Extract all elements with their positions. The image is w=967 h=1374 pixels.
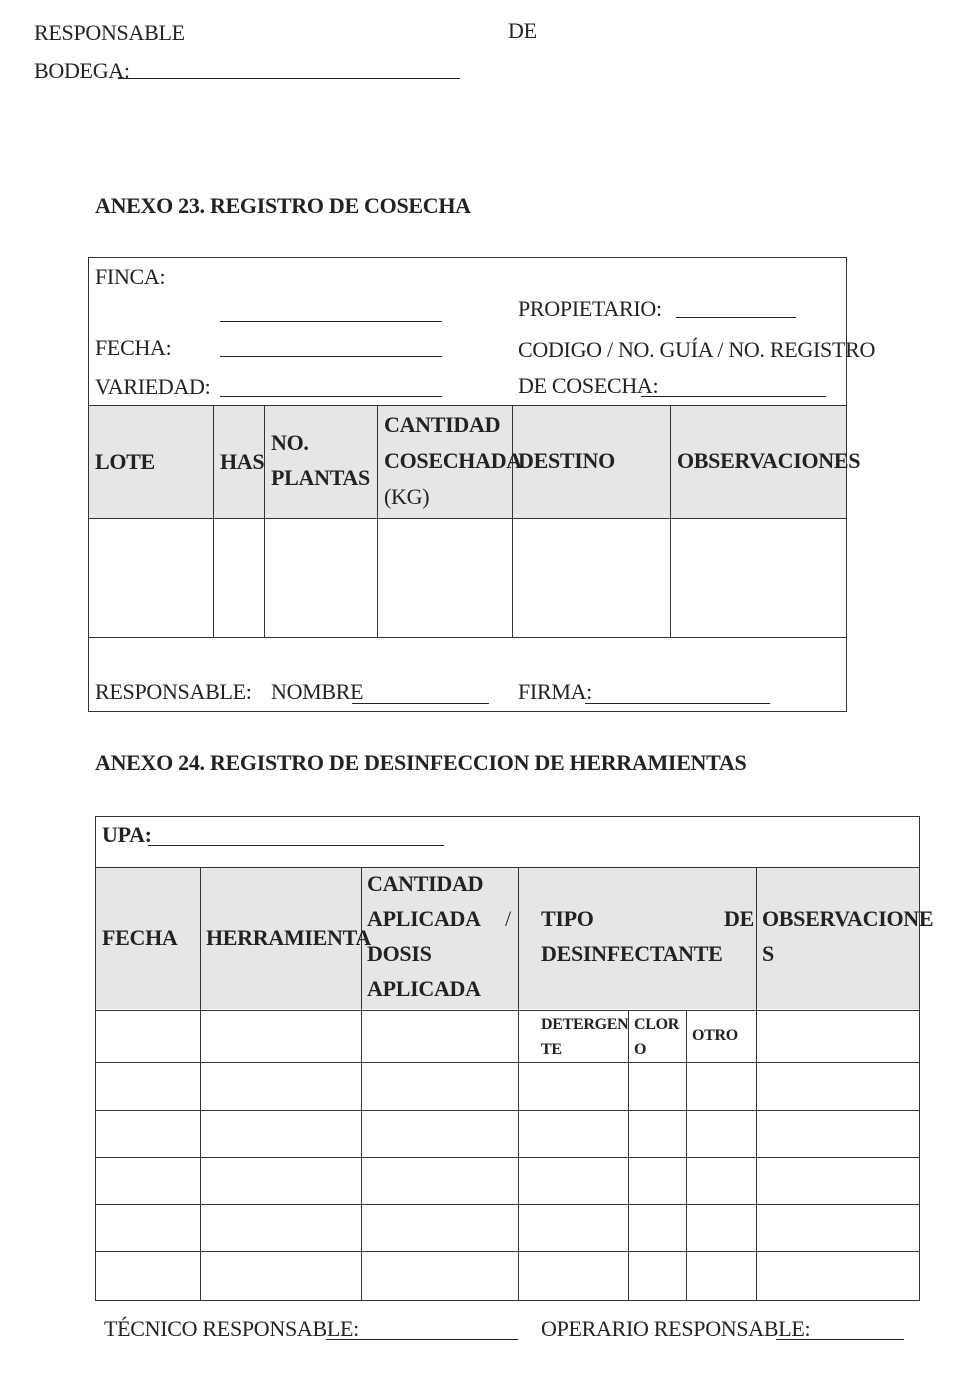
col-fecha: FECHA	[102, 925, 178, 950]
codigo-label: CODIGO / NO. GUÍA / NO. REGISTRO	[518, 337, 876, 362]
col-observaciones-line2: S	[762, 941, 774, 966]
subcol-detergente-2: TE	[541, 1041, 562, 1058]
table-row[interactable]	[97, 1112, 918, 1156]
table-row[interactable]	[97, 1159, 918, 1203]
col-cantidad-line2: APLICADA	[367, 906, 481, 931]
col-cantidad-slash: /	[505, 906, 511, 931]
cell-observaciones[interactable]	[672, 520, 845, 636]
col-cantidad-2: COSECHADA	[384, 448, 522, 473]
col-no-plantas-1: NO.	[271, 430, 309, 455]
bodega-signature-line[interactable]	[118, 78, 460, 79]
propietario-label: PROPIETARIO:	[518, 296, 662, 321]
col-lote: LOTE	[95, 449, 155, 474]
subcol-otro: OTRO	[692, 1027, 738, 1044]
col-cantidad-1: CANTIDAD	[384, 412, 501, 437]
registro-cosecha-field[interactable]	[641, 396, 826, 397]
col-no-plantas-2: PLANTAS	[271, 465, 370, 490]
upa-field[interactable]	[148, 845, 444, 846]
table-row[interactable]	[97, 1064, 918, 1109]
firma-label: FIRMA:	[518, 679, 592, 704]
col-herramienta: HERRAMIENTA	[206, 925, 371, 950]
anexo24-title: ANEXO 24. REGISTRO DE DESINFECCION DE HERRAMIENTAS	[95, 750, 747, 775]
col-cantidad-3: (KG)	[384, 484, 430, 509]
anexo23-title: ANEXO 23. REGISTRO DE COSECHA	[95, 193, 471, 218]
nombre-field[interactable]	[352, 703, 489, 704]
col-observaciones: OBSERVACIONES	[677, 448, 861, 473]
upa-label: UPA:	[102, 822, 152, 847]
col-has: HAS	[220, 449, 265, 474]
subcol-cloro-2: O	[634, 1041, 647, 1058]
cell-cantidad[interactable]	[379, 520, 511, 636]
col-destino: DESTINO	[518, 448, 615, 473]
tecnico-label: TÉCNICO RESPONSABLE:	[104, 1316, 359, 1341]
operario-label: OPERARIO RESPONSABLE:	[541, 1316, 811, 1341]
finca-label: FINCA:	[95, 264, 166, 289]
cell-has[interactable]	[215, 520, 263, 636]
col-cantidad-line1: CANTIDAD	[367, 871, 484, 896]
subcol-cloro-1: CLOR	[634, 1016, 680, 1033]
table-row[interactable]	[97, 1253, 918, 1299]
col-tipo-line2: DESINFECTANTE	[541, 941, 723, 966]
cell-lote[interactable]	[90, 520, 212, 636]
variedad-label: VARIEDAD:	[95, 374, 211, 399]
de-cosecha-label: DE COSECHA:	[518, 373, 659, 398]
col-cantidad-line4: APLICADA	[367, 976, 481, 1001]
responsable-label: RESPONSABLE	[34, 20, 185, 45]
bodega-label: BODEGA:	[34, 58, 130, 83]
col-tipo-de: DE	[724, 906, 754, 931]
subcol-detergente-1: DETERGEN	[541, 1016, 629, 1033]
col-observaciones-line1: OBSERVACIONE	[762, 906, 934, 931]
nombre-label: NOMBRE	[271, 679, 364, 704]
de-label: DE	[508, 18, 537, 43]
propietario-field[interactable]	[676, 317, 796, 318]
finca-field[interactable]	[220, 321, 442, 322]
fecha-label: FECHA:	[95, 335, 172, 360]
cell-destino[interactable]	[514, 520, 669, 636]
cell-no-plantas[interactable]	[266, 520, 376, 636]
variedad-field[interactable]	[220, 396, 442, 397]
table-row[interactable]	[97, 1206, 918, 1250]
col-tipo-line1: TIPO	[541, 906, 594, 931]
tecnico-field[interactable]	[326, 1339, 518, 1340]
col-cantidad-line3: DOSIS	[367, 941, 432, 966]
responsable-footer-label: RESPONSABLE:	[95, 679, 252, 704]
firma-field[interactable]	[585, 703, 770, 704]
operario-field[interactable]	[776, 1339, 904, 1340]
fecha-field[interactable]	[220, 356, 442, 357]
